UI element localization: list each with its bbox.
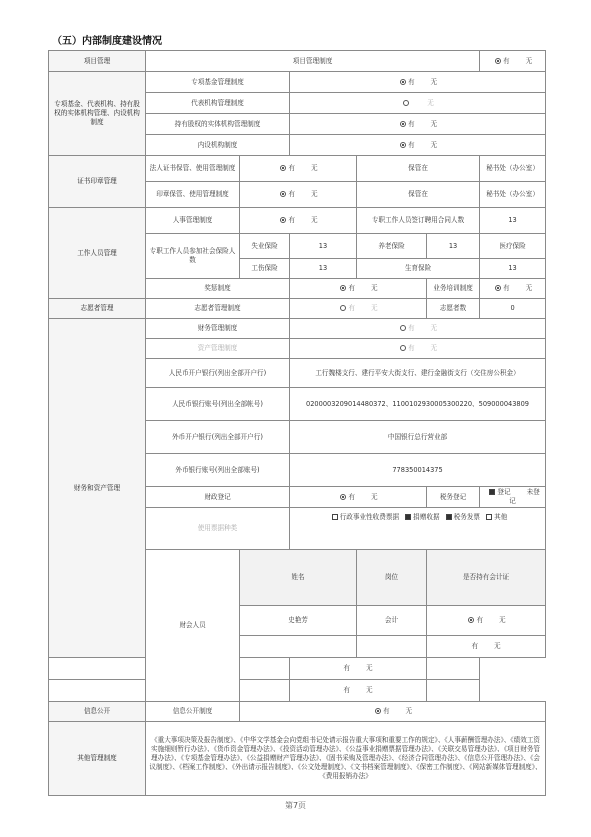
asset-system-option[interactable]: 有 无 <box>290 339 546 359</box>
accountants-label: 财会人员 <box>146 550 240 702</box>
staff-label: 工作人员管理 <box>49 208 146 299</box>
injury-label: 工伤保险 <box>240 259 290 279</box>
personnel-option[interactable]: 有 无 <box>240 208 357 234</box>
training-option[interactable]: 有 无 <box>480 279 546 299</box>
seal-item: 法人证书保管、使用管理制度 <box>146 156 240 182</box>
bill-options: 行政事业性收费票据 捐赠收据 税务发票 其他 <box>290 508 546 550</box>
acc-name <box>240 636 357 658</box>
rmb-bank-label: 人民币开户银行(列出全部开户行) <box>146 359 290 388</box>
radio-icon[interactable] <box>400 79 406 85</box>
acc-cert[interactable]: 有 无 <box>427 636 546 658</box>
row-project <box>49 51 546 72</box>
seal-keeper: 秘书处（办公室） <box>480 182 546 208</box>
special-item: 代表机构管理制度 <box>146 93 290 114</box>
volunteer-count: 0 <box>480 299 546 319</box>
row-volunteer <box>49 299 546 319</box>
maternity-label: 生育保险 <box>357 259 480 279</box>
special-option[interactable]: 有 无 <box>290 135 546 156</box>
acc-name: 史艳芳 <box>240 606 357 636</box>
radio-icon[interactable] <box>280 217 286 223</box>
volunteer-system: 志愿者管理制度 <box>146 299 290 319</box>
acc-name <box>49 658 193 680</box>
checkbox-icon[interactable] <box>405 514 411 520</box>
info-label: 信息公开 <box>49 702 146 722</box>
finance-label: 财务和资产管理 <box>49 319 146 658</box>
reward-option[interactable]: 有 无 <box>290 279 427 299</box>
other-text: 《重大事项决策及报告制度》、《中华文学基金会向党组书记处请示报告重大事项和重要工作的规定》、《人事薪酬管理办法》、《绩效工资实施细则暂行办法》、《货币资金管理办法》、《投资活动管理办法》、《公益事业捐赠票据管理办法》、《关联交易管理办法》、《项目财务管理办法》、《专项基金管理办法》、《公益捐赠财产管理办法》、《固书采购及管理办法》、《经济合同管理办法》、《信息公开管理办法》、《会议制度》、《档案工作制度》、《外出请示报告制度》、《公文处理制度》、《文书档案管理制度》、《保密工作制度》、《网站新媒体管理制度》、《费用报销办法》 <box>146 722 546 796</box>
row-seal-0 <box>49 156 546 182</box>
row-staff-personnel <box>49 208 546 234</box>
row-other <box>49 722 546 796</box>
radio-icon[interactable] <box>375 708 381 714</box>
radio-icon[interactable] <box>280 191 286 197</box>
page-number: 第7页 <box>284 801 307 810</box>
training-label: 业务培训制度 <box>427 279 480 299</box>
fin-system-option[interactable]: 有 无 <box>290 319 546 339</box>
fx-bank-label: 外币开户银行(列出全部开户行) <box>146 421 290 454</box>
special-option-blank[interactable]: 无 <box>290 93 546 114</box>
seal-option[interactable]: 有 无 <box>240 182 357 208</box>
tax-reg-option[interactable]: 有 无 <box>290 487 427 508</box>
volunteer-label: 志愿者管理 <box>49 299 146 319</box>
seal-option[interactable]: 有 无 <box>240 156 357 182</box>
pension-label: 养老保险 <box>357 234 427 259</box>
acc-header-name: 姓名 <box>240 550 357 606</box>
acc-name <box>49 680 193 702</box>
radio-icon[interactable] <box>403 100 409 106</box>
volunteer-option[interactable]: 有 无 <box>290 299 427 319</box>
fx-bank: 中国银行总行营业部 <box>290 421 546 454</box>
special-item: 持有股权的实体机构管理制度 <box>146 114 290 135</box>
fx-account: 778350014375 <box>290 454 546 487</box>
unemployment-count: 13 <box>290 234 357 259</box>
asset-system: 资产管理制度 <box>146 339 290 359</box>
rmb-account: 0200003209014480372、1100102930005300220、509000043809 <box>290 388 546 421</box>
row-info <box>49 702 546 722</box>
rmb-account-label: 人民币银行账号(列出全部帐号) <box>146 388 290 421</box>
acc-title <box>427 680 480 702</box>
seal-keeper-label: 保管在 <box>357 156 480 182</box>
other-label: 其他管理制度 <box>49 722 146 796</box>
acc-header-cert: 是否持有会计证 <box>427 550 546 606</box>
acc-title <box>427 658 480 680</box>
tax-label: 税务登记 <box>427 487 480 508</box>
injury-count: 13 <box>290 259 357 279</box>
insurance-label: 专职工作人员参加社会保险人数 <box>146 234 240 279</box>
special-item: 内设机构制度 <box>146 135 290 156</box>
acc-post <box>240 680 290 702</box>
seal-keeper: 秘书处（办公室） <box>480 156 546 182</box>
seal-item: 印章保管、使用管理制度 <box>146 182 240 208</box>
checkbox-icon[interactable] <box>332 514 338 520</box>
radio-icon[interactable] <box>400 121 406 127</box>
personnel-system: 人事管理制度 <box>146 208 240 234</box>
radio-icon[interactable] <box>280 165 286 171</box>
contract-label: 专职工作人员签订聘用合同人数 <box>357 208 480 234</box>
unemployment-label: 失业保险 <box>240 234 290 259</box>
radio-icon[interactable] <box>400 345 406 351</box>
radio-icon[interactable] <box>400 325 406 331</box>
special-label: 专项基金、代表机构、持有股权的实体机构管理、内设机构制度 <box>49 72 146 156</box>
bill-label: 使用票据种类 <box>146 508 290 550</box>
acc-cert[interactable]: 有 无 <box>290 680 427 702</box>
info-system: 信息公开制度 <box>146 702 240 722</box>
reward-label: 奖惩制度 <box>146 279 290 299</box>
project-option[interactable]: 有 无 <box>480 51 546 72</box>
fin-system: 财务管理制度 <box>146 319 290 339</box>
radio-icon[interactable] <box>495 58 501 64</box>
table-row <box>49 658 546 680</box>
seal-keeper-label: 保管在 <box>357 182 480 208</box>
internal-system-table <box>48 50 546 796</box>
radio-icon[interactable] <box>495 285 501 291</box>
pension-count: 13 <box>427 234 480 259</box>
maternity-count: 13 <box>480 259 546 279</box>
tax-option[interactable]: 登记 未登记 <box>480 487 546 508</box>
acc-post <box>357 636 427 658</box>
radio-icon[interactable] <box>340 305 346 311</box>
acc-cert[interactable]: 有 无 <box>427 606 546 636</box>
row-fin-system <box>49 319 546 339</box>
volunteer-count-label: 志愿者数 <box>427 299 480 319</box>
rmb-bank: 工行魏楼支行、建行平安大街支行、建行金融街支行（交住房公积金） <box>290 359 546 388</box>
radio-icon[interactable] <box>400 142 406 148</box>
seal-label: 证书印章管理 <box>49 156 146 208</box>
radio-icon[interactable] <box>468 617 474 623</box>
fx-account-label: 外币银行账号(列出全部账号) <box>146 454 290 487</box>
checkbox-icon[interactable] <box>489 489 495 495</box>
tax-reg-label: 财政登记 <box>146 487 290 508</box>
project-item: 项目管理制度 <box>146 51 480 72</box>
acc-cert[interactable]: 有 无 <box>290 658 427 680</box>
checkbox-icon[interactable] <box>486 514 492 520</box>
row-special-0 <box>49 72 546 93</box>
acc-post: 会计 <box>357 606 427 636</box>
contract-count: 13 <box>480 208 546 234</box>
radio-icon[interactable] <box>340 494 346 500</box>
special-option[interactable]: 有 无 <box>290 72 546 93</box>
special-item: 专项基金管理制度 <box>146 72 290 93</box>
acc-post <box>240 658 290 680</box>
checkbox-icon[interactable] <box>446 514 452 520</box>
table-row <box>49 680 546 702</box>
special-option[interactable]: 有 无 <box>290 114 546 135</box>
radio-icon[interactable] <box>340 285 346 291</box>
section-heading: （五）内部制度建设情况 <box>52 36 162 47</box>
acc-header-post: 岗位 <box>357 550 427 606</box>
info-option[interactable]: 有 无 <box>240 702 546 722</box>
medical-label: 医疗保险 <box>480 234 546 259</box>
project-label: 项目管理 <box>49 51 146 72</box>
